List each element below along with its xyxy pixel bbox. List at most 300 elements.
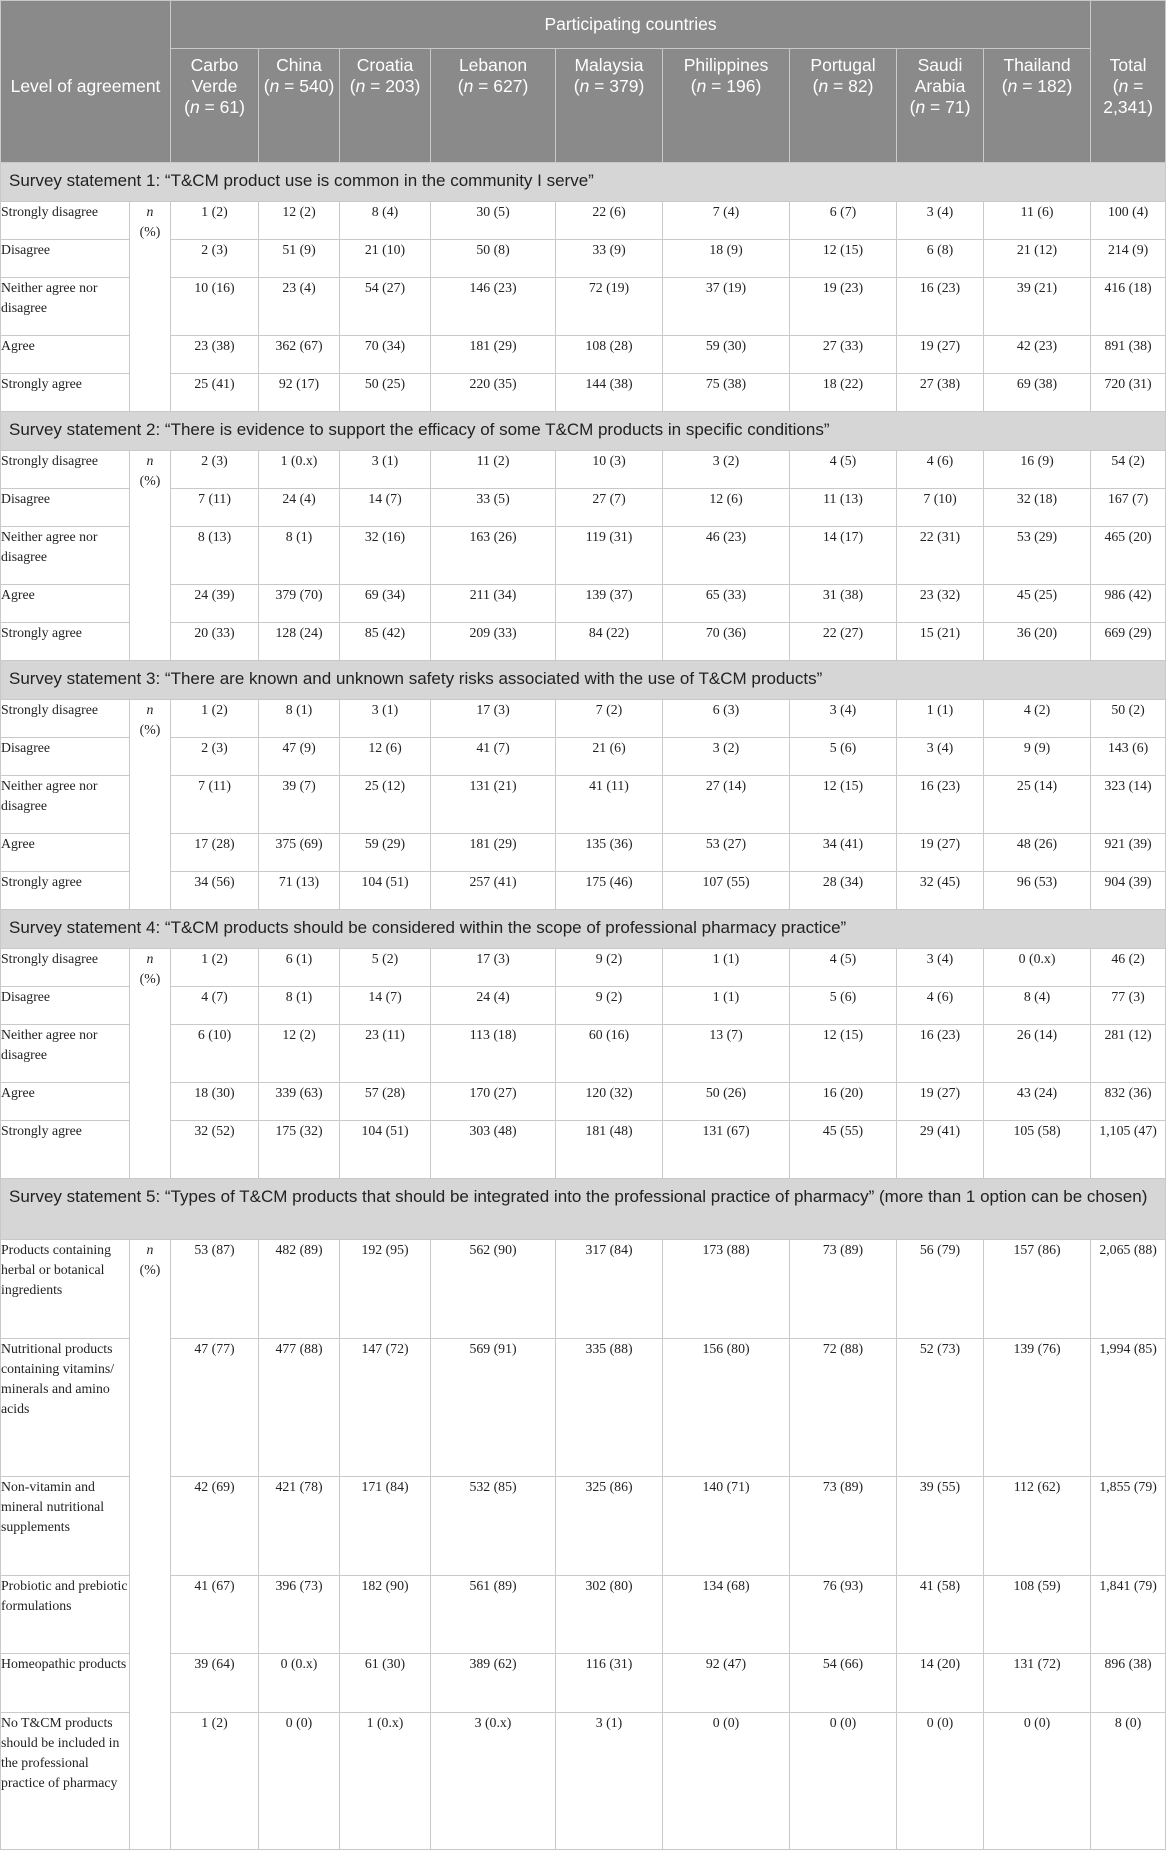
value-cell: 92 (47) (663, 1654, 790, 1713)
agreement-level-label: Strongly agree (1, 374, 130, 412)
value-cell: 6 (10) (171, 1025, 259, 1083)
value-cell: 119 (31) (556, 527, 663, 585)
value-cell: 25 (12) (340, 776, 431, 834)
agreement-level-label: Strongly agree (1, 623, 130, 661)
total-cell: 143 (6) (1091, 738, 1166, 776)
value-cell: 21 (6) (556, 738, 663, 776)
agreement-level-label: Agree (1, 585, 130, 623)
value-cell: 22 (27) (790, 623, 897, 661)
agreement-level-label: Strongly disagree (1, 949, 130, 987)
value-cell: 14 (7) (340, 489, 431, 527)
agreement-level-label: Neither agree nor disagree (1, 1025, 130, 1083)
value-cell: 4 (2) (984, 700, 1091, 738)
table-row (1, 336, 1166, 374)
survey-statement-title: Survey statement 3: “There are known and unknown safety risks associated with the use of T&CM products” (1, 661, 1166, 700)
value-cell: 32 (52) (171, 1121, 259, 1179)
value-cell: 36 (20) (984, 623, 1091, 661)
section-header-row (1, 910, 1166, 949)
value-cell: 45 (55) (790, 1121, 897, 1179)
value-cell: 34 (56) (171, 872, 259, 910)
value-cell: 5 (2) (340, 949, 431, 987)
agreement-level-label: Nutritional products containing vitamins/ minerals and amino acids (1, 1339, 130, 1477)
value-cell: 12 (6) (663, 489, 790, 527)
table-row (1, 987, 1166, 1025)
value-cell: 257 (41) (431, 872, 556, 910)
value-cell: 1 (2) (171, 202, 259, 240)
value-cell: 61 (30) (340, 1654, 431, 1713)
table-row (1, 489, 1166, 527)
value-cell: 27 (7) (556, 489, 663, 527)
value-cell: 482 (89) (259, 1240, 340, 1339)
agreement-level-label: Products containing herbal or botanical ingredients (1, 1240, 130, 1339)
value-cell: 10 (3) (556, 451, 663, 489)
agreement-level-label: Strongly agree (1, 872, 130, 910)
value-cell: 116 (31) (556, 1654, 663, 1713)
value-cell: 379 (70) (259, 585, 340, 623)
value-cell: 32 (16) (340, 527, 431, 585)
agreement-level-label: Neither agree nor disagree (1, 278, 130, 336)
value-cell: 3 (0.x) (431, 1713, 556, 1850)
total-cell: 214 (9) (1091, 240, 1166, 278)
value-cell: 175 (46) (556, 872, 663, 910)
value-cell: 53 (27) (663, 834, 790, 872)
value-cell: 39 (64) (171, 1654, 259, 1713)
value-cell: 70 (36) (663, 623, 790, 661)
value-cell: 21 (12) (984, 240, 1091, 278)
unit-percent: (%) (139, 722, 161, 737)
value-cell: 72 (19) (556, 278, 663, 336)
value-cell: 72 (88) (790, 1339, 897, 1477)
value-cell: 113 (18) (431, 1025, 556, 1083)
country-header: China (n = 540) (259, 49, 340, 163)
value-cell: 2 (3) (171, 451, 259, 489)
section-header-row (1, 1179, 1166, 1240)
value-cell: 561 (89) (431, 1576, 556, 1654)
value-cell: 48 (26) (984, 834, 1091, 872)
value-cell: 12 (15) (790, 776, 897, 834)
value-cell: 23 (4) (259, 278, 340, 336)
value-cell: 41 (67) (171, 1576, 259, 1654)
survey-statement-title: Survey statement 1: “T&CM product use is common in the community I serve” (1, 163, 1166, 202)
value-cell: 50 (25) (340, 374, 431, 412)
survey-statement-title: Survey statement 5: “Types of T&CM products that should be integrated into the professional practice of pharmacy” (more than 1 option can be chosen) (1, 1179, 1166, 1240)
total-cell: 832 (36) (1091, 1083, 1166, 1121)
value-cell: 5 (6) (790, 738, 897, 776)
unit-n: n (146, 453, 154, 468)
value-cell: 41 (58) (897, 1576, 984, 1654)
value-cell: 112 (62) (984, 1477, 1091, 1576)
value-cell: 8 (1) (259, 700, 340, 738)
value-cell: 1 (1) (663, 949, 790, 987)
value-cell: 85 (42) (340, 623, 431, 661)
agreement-level-label: Disagree (1, 489, 130, 527)
table-row (1, 776, 1166, 834)
value-cell: 339 (63) (259, 1083, 340, 1121)
total-cell: 921 (39) (1091, 834, 1166, 872)
value-cell: 14 (7) (340, 987, 431, 1025)
value-cell: 32 (45) (897, 872, 984, 910)
value-cell: 43 (24) (984, 1083, 1091, 1121)
table-row (1, 527, 1166, 585)
value-cell: 12 (6) (340, 738, 431, 776)
table-row (1, 451, 1166, 489)
table-row (1, 278, 1166, 336)
value-cell: 60 (16) (556, 1025, 663, 1083)
value-cell: 59 (30) (663, 336, 790, 374)
value-cell: 5 (6) (790, 987, 897, 1025)
value-cell: 0 (0.x) (259, 1654, 340, 1713)
table-row (1, 202, 1166, 240)
value-cell: 54 (27) (340, 278, 431, 336)
value-cell: 192 (95) (340, 1240, 431, 1339)
value-cell: 139 (76) (984, 1339, 1091, 1477)
agreement-level-label: Strongly disagree (1, 700, 130, 738)
value-cell: 477 (88) (259, 1339, 340, 1477)
agreement-level-label: Neither agree nor disagree (1, 527, 130, 585)
value-cell: 107 (55) (663, 872, 790, 910)
agreement-level-label: Non-vitamin and mineral nutritional supplements (1, 1477, 130, 1576)
value-cell: 157 (86) (984, 1240, 1091, 1339)
value-cell: 73 (89) (790, 1240, 897, 1339)
value-cell: 12 (2) (259, 202, 340, 240)
value-cell: 389 (62) (431, 1654, 556, 1713)
agreement-level-label: Disagree (1, 240, 130, 278)
survey-statement-title: Survey statement 2: “There is evidence to support the efficacy of some T&CM products in specific conditions” (1, 412, 1166, 451)
agreement-level-label: Strongly disagree (1, 451, 130, 489)
value-cell: 144 (38) (556, 374, 663, 412)
value-cell: 163 (26) (431, 527, 556, 585)
value-cell: 15 (21) (897, 623, 984, 661)
value-cell: 182 (90) (340, 1576, 431, 1654)
agreement-level-label: No T&CM products should be included in the professional practice of pharmacy (1, 1713, 130, 1850)
value-cell: 51 (9) (259, 240, 340, 278)
section-header-row (1, 412, 1166, 451)
total-cell: 904 (39) (1091, 872, 1166, 910)
value-cell: 8 (1) (259, 987, 340, 1025)
unit-percent: (%) (139, 1262, 161, 1277)
value-cell: 10 (16) (171, 278, 259, 336)
value-cell: 21 (10) (340, 240, 431, 278)
value-cell: 56 (79) (897, 1240, 984, 1339)
value-cell: 27 (14) (663, 776, 790, 834)
value-cell: 33 (5) (431, 489, 556, 527)
value-cell: 34 (41) (790, 834, 897, 872)
value-cell: 1 (0.x) (340, 1713, 431, 1850)
value-cell: 4 (6) (897, 987, 984, 1025)
total-cell: 669 (29) (1091, 623, 1166, 661)
table-row (1, 949, 1166, 987)
country-header: Lebanon (n = 627) (431, 49, 556, 163)
agreement-level-label: Neither agree nor disagree (1, 776, 130, 834)
agreement-level-label: Disagree (1, 987, 130, 1025)
total-cell: 54 (2) (1091, 451, 1166, 489)
value-cell: 29 (41) (897, 1121, 984, 1179)
value-cell: 14 (20) (897, 1654, 984, 1713)
value-cell: 0 (0) (663, 1713, 790, 1850)
total-header: Total (n = 2,341) (1091, 1, 1166, 163)
value-cell: 27 (33) (790, 336, 897, 374)
value-cell: 70 (34) (340, 336, 431, 374)
value-cell: 131 (67) (663, 1121, 790, 1179)
value-cell: 0 (0.x) (984, 949, 1091, 987)
value-cell: 3 (4) (897, 738, 984, 776)
value-cell: 24 (39) (171, 585, 259, 623)
total-cell: 2,065 (88) (1091, 1240, 1166, 1339)
value-cell: 2 (3) (171, 738, 259, 776)
unit-label (130, 949, 171, 1179)
section-header-row (1, 163, 1166, 202)
unit-percent: (%) (139, 224, 161, 239)
total-cell: 416 (18) (1091, 278, 1166, 336)
value-cell: 211 (34) (431, 585, 556, 623)
value-cell: 4 (5) (790, 451, 897, 489)
value-cell: 0 (0) (259, 1713, 340, 1850)
value-cell: 1 (2) (171, 1713, 259, 1850)
value-cell: 131 (72) (984, 1654, 1091, 1713)
value-cell: 12 (2) (259, 1025, 340, 1083)
value-cell: 14 (17) (790, 527, 897, 585)
value-cell: 12 (15) (790, 240, 897, 278)
agreement-level-label: Strongly disagree (1, 202, 130, 240)
value-cell: 0 (0) (897, 1713, 984, 1850)
value-cell: 1 (0.x) (259, 451, 340, 489)
value-cell: 23 (38) (171, 336, 259, 374)
value-cell: 20 (33) (171, 623, 259, 661)
total-cell: 1,841 (79) (1091, 1576, 1166, 1654)
value-cell: 6 (3) (663, 700, 790, 738)
value-cell: 181 (29) (431, 336, 556, 374)
table-row (1, 700, 1166, 738)
total-cell: 1,105 (47) (1091, 1121, 1166, 1179)
unit-label (130, 202, 171, 412)
value-cell: 39 (55) (897, 1477, 984, 1576)
table-row (1, 585, 1166, 623)
value-cell: 33 (9) (556, 240, 663, 278)
total-cell: 100 (4) (1091, 202, 1166, 240)
country-header: Malaysia (n = 379) (556, 49, 663, 163)
value-cell: 41 (7) (431, 738, 556, 776)
value-cell: 128 (24) (259, 623, 340, 661)
value-cell: 170 (27) (431, 1083, 556, 1121)
country-header: Philippines (n = 196) (663, 49, 790, 163)
value-cell: 84 (22) (556, 623, 663, 661)
value-cell: 375 (69) (259, 834, 340, 872)
value-cell: 6 (8) (897, 240, 984, 278)
value-cell: 173 (88) (663, 1240, 790, 1339)
value-cell: 73 (89) (790, 1477, 897, 1576)
total-cell: 986 (42) (1091, 585, 1166, 623)
unit-percent: (%) (139, 473, 161, 488)
value-cell: 76 (93) (790, 1576, 897, 1654)
value-cell: 9 (2) (556, 949, 663, 987)
unit-n: n (146, 1242, 154, 1257)
survey-statement-title: Survey statement 4: “T&CM products should be considered within the scope of professional pharmacy practice” (1, 910, 1166, 949)
value-cell: 6 (1) (259, 949, 340, 987)
value-cell: 25 (41) (171, 374, 259, 412)
value-cell: 140 (71) (663, 1477, 790, 1576)
value-cell: 24 (4) (259, 489, 340, 527)
total-cell: 720 (31) (1091, 374, 1166, 412)
value-cell: 2 (3) (171, 240, 259, 278)
value-cell: 134 (68) (663, 1576, 790, 1654)
value-cell: 4 (7) (171, 987, 259, 1025)
total-cell: 281 (12) (1091, 1025, 1166, 1083)
value-cell: 105 (58) (984, 1121, 1091, 1179)
value-cell: 18 (22) (790, 374, 897, 412)
value-cell: 39 (7) (259, 776, 340, 834)
value-cell: 23 (11) (340, 1025, 431, 1083)
value-cell: 3 (1) (340, 700, 431, 738)
country-header: Saudi Arabia (n = 71) (897, 49, 984, 163)
table-row (1, 1654, 1166, 1713)
table-row (1, 1025, 1166, 1083)
value-cell: 11 (13) (790, 489, 897, 527)
table-row (1, 623, 1166, 661)
value-cell: 47 (77) (171, 1339, 259, 1477)
value-cell: 562 (90) (431, 1240, 556, 1339)
value-cell: 421 (78) (259, 1477, 340, 1576)
value-cell: 92 (17) (259, 374, 340, 412)
value-cell: 22 (6) (556, 202, 663, 240)
value-cell: 147 (72) (340, 1339, 431, 1477)
table-row (1, 834, 1166, 872)
value-cell: 7 (11) (171, 776, 259, 834)
value-cell: 50 (26) (663, 1083, 790, 1121)
value-cell: 3 (4) (897, 949, 984, 987)
table-row (1, 1339, 1166, 1477)
value-cell: 16 (9) (984, 451, 1091, 489)
value-cell: 120 (32) (556, 1083, 663, 1121)
value-cell: 335 (88) (556, 1339, 663, 1477)
unit-label (130, 1240, 171, 1850)
value-cell: 42 (69) (171, 1477, 259, 1576)
value-cell: 17 (3) (431, 949, 556, 987)
value-cell: 32 (18) (984, 489, 1091, 527)
value-cell: 52 (73) (897, 1339, 984, 1477)
value-cell: 0 (0) (790, 1713, 897, 1850)
agreement-level-label: Agree (1, 834, 130, 872)
value-cell: 7 (4) (663, 202, 790, 240)
value-cell: 8 (4) (984, 987, 1091, 1025)
value-cell: 24 (4) (431, 987, 556, 1025)
value-cell: 3 (2) (663, 451, 790, 489)
agreement-level-label: Agree (1, 336, 130, 374)
value-cell: 57 (28) (340, 1083, 431, 1121)
value-cell: 1 (2) (171, 949, 259, 987)
value-cell: 71 (13) (259, 872, 340, 910)
value-cell: 23 (32) (897, 585, 984, 623)
total-cell: 1,994 (85) (1091, 1339, 1166, 1477)
unit-label (130, 451, 171, 661)
value-cell: 1 (2) (171, 700, 259, 738)
value-cell: 28 (34) (790, 872, 897, 910)
value-cell: 22 (31) (897, 527, 984, 585)
table-row (1, 240, 1166, 278)
section-header-row (1, 661, 1166, 700)
total-cell: 50 (2) (1091, 700, 1166, 738)
value-cell: 303 (48) (431, 1121, 556, 1179)
value-cell: 16 (23) (897, 278, 984, 336)
value-cell: 220 (35) (431, 374, 556, 412)
value-cell: 3 (1) (556, 1713, 663, 1850)
value-cell: 19 (23) (790, 278, 897, 336)
value-cell: 131 (21) (431, 776, 556, 834)
value-cell: 96 (53) (984, 872, 1091, 910)
value-cell: 175 (32) (259, 1121, 340, 1179)
unit-n: n (146, 204, 154, 219)
value-cell: 209 (33) (431, 623, 556, 661)
value-cell: 171 (84) (340, 1477, 431, 1576)
table-row (1, 738, 1166, 776)
total-cell: 323 (14) (1091, 776, 1166, 834)
agreement-level-label: Agree (1, 1083, 130, 1121)
value-cell: 53 (87) (171, 1240, 259, 1339)
total-cell: 465 (20) (1091, 527, 1166, 585)
value-cell: 1 (1) (897, 700, 984, 738)
value-cell: 181 (29) (431, 834, 556, 872)
total-cell: 46 (2) (1091, 949, 1166, 987)
value-cell: 26 (14) (984, 1025, 1091, 1083)
value-cell: 6 (7) (790, 202, 897, 240)
value-cell: 396 (73) (259, 1576, 340, 1654)
value-cell: 47 (9) (259, 738, 340, 776)
value-cell: 30 (5) (431, 202, 556, 240)
value-cell: 7 (11) (171, 489, 259, 527)
value-cell: 317 (84) (556, 1240, 663, 1339)
value-cell: 9 (9) (984, 738, 1091, 776)
value-cell: 302 (80) (556, 1576, 663, 1654)
value-cell: 7 (10) (897, 489, 984, 527)
value-cell: 8 (13) (171, 527, 259, 585)
value-cell: 156 (80) (663, 1339, 790, 1477)
value-cell: 3 (4) (897, 202, 984, 240)
table-row (1, 1477, 1166, 1576)
value-cell: 69 (34) (340, 585, 431, 623)
value-cell: 31 (38) (790, 585, 897, 623)
agreement-level-label: Probiotic and prebiotic formulations (1, 1576, 130, 1654)
value-cell: 8 (4) (340, 202, 431, 240)
value-cell: 569 (91) (431, 1339, 556, 1477)
total-cell: 167 (7) (1091, 489, 1166, 527)
value-cell: 27 (38) (897, 374, 984, 412)
value-cell: 18 (30) (171, 1083, 259, 1121)
participating-countries-header: Participating countries (171, 1, 1091, 49)
total-cell: 8 (0) (1091, 1713, 1166, 1850)
table-row (1, 1083, 1166, 1121)
value-cell: 45 (25) (984, 585, 1091, 623)
value-cell: 3 (1) (340, 451, 431, 489)
value-cell: 16 (20) (790, 1083, 897, 1121)
value-cell: 4 (5) (790, 949, 897, 987)
value-cell: 42 (23) (984, 336, 1091, 374)
value-cell: 19 (27) (897, 834, 984, 872)
unit-percent: (%) (139, 971, 161, 986)
total-cell: 1,855 (79) (1091, 1477, 1166, 1576)
value-cell: 325 (86) (556, 1477, 663, 1576)
value-cell: 135 (36) (556, 834, 663, 872)
value-cell: 4 (6) (897, 451, 984, 489)
table-body (1, 163, 1166, 1850)
unit-label (130, 700, 171, 910)
value-cell: 19 (27) (897, 1083, 984, 1121)
table-row (1, 1713, 1166, 1850)
total-cell: 77 (3) (1091, 987, 1166, 1025)
value-cell: 75 (38) (663, 374, 790, 412)
country-header: Thailand (n = 182) (984, 49, 1091, 163)
value-cell: 69 (38) (984, 374, 1091, 412)
value-cell: 18 (9) (663, 240, 790, 278)
value-cell: 104 (51) (340, 1121, 431, 1179)
